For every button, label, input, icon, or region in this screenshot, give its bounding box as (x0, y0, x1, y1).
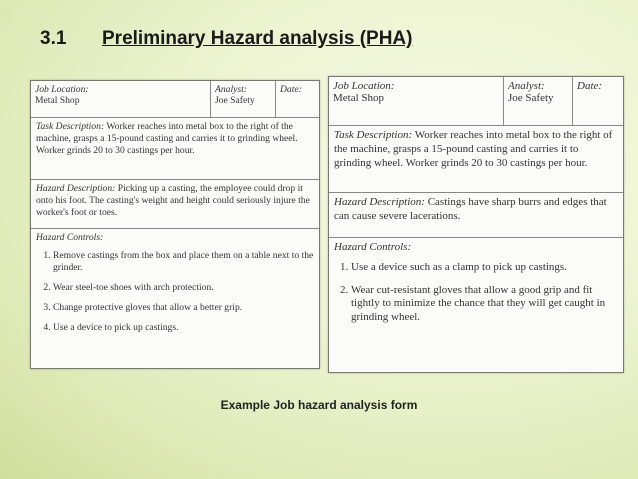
task-description-section (31, 118, 319, 180)
analyst-cell (504, 77, 573, 125)
date-cell (276, 81, 319, 117)
jha-form-left (30, 80, 320, 369)
controls-label: Hazard Controls: (36, 232, 104, 243)
hazard-text: Castings have sharp burrs and edges that can cause severe lacerations. (334, 196, 607, 222)
hazard-controls-section (329, 238, 623, 337)
control-item: 1. Use a device such as a clamp to pick up castings. (351, 261, 618, 275)
job-location-value: Metal Shop (333, 92, 385, 104)
analyst-label: Analyst: (508, 80, 545, 92)
job-location-value: Metal Shop (35, 95, 80, 106)
task-label: Task Description: (334, 129, 413, 141)
hazard-description-section (329, 193, 623, 238)
hazard-label: Hazard Description: (334, 196, 425, 208)
analyst-value: Joe Safety (215, 95, 255, 106)
jha-form-right (328, 76, 624, 373)
job-location-cell (31, 81, 211, 117)
job-location-label: Job Location: (35, 84, 89, 95)
hazard-label: Hazard Description: (36, 183, 116, 194)
date-label: Date: (280, 84, 302, 95)
control-item: 2. Wear steel-toe shoes with arch protection. (53, 282, 314, 294)
task-label: Task Description: (36, 121, 105, 132)
control-item: 4. Use a device to pick up castings. (53, 322, 314, 334)
hazard-text: Picking up a casting, the employee could drop it onto his foot. The casting's weight and height could seriously injure the worker's foot or toes. (36, 183, 310, 218)
task-text: Worker reaches into metal box to the right of the machine, grasps a 15-pound casting and carries it to grinding wheel. Worker grinds 20 to 30 castings per hour. (334, 129, 613, 169)
analyst-label: Analyst: (215, 84, 247, 95)
section-title: Preliminary Hazard analysis (PHA) (102, 28, 413, 49)
form-header (31, 81, 319, 118)
date-label: Date: (577, 80, 603, 92)
controls-list (334, 261, 618, 325)
analyst-value: Joe Safety (508, 92, 554, 104)
section-number: 3.1 (40, 28, 67, 49)
control-item: 2. Wear cut-resistant gloves that allow a good grip and fit tightly to minimize the chance that they will get caught in grinding wheel. (351, 284, 618, 325)
job-location-label: Job Location: (333, 80, 395, 92)
task-description-section (329, 126, 623, 193)
slide-title (40, 28, 412, 50)
task-text: Worker reaches into metal box to the right of the machine, grasps a 15-pound casting and carries it to grinding wheel. Worker grinds 20 to 30 castings per hour. (36, 121, 298, 156)
form-header (329, 77, 623, 126)
control-item: 3. Change protective gloves that allow a better grip. (53, 302, 314, 314)
job-location-cell (329, 77, 504, 125)
controls-label: Hazard Controls: (334, 241, 412, 253)
figure-caption: Example Job hazard analysis form (220, 398, 418, 412)
analyst-cell (211, 81, 276, 117)
hazard-controls-section (31, 229, 319, 345)
controls-list (36, 250, 314, 334)
control-item: 1. Remove castings from the box and place them on a table next to the grinder. (53, 250, 314, 274)
hazard-description-section (31, 180, 319, 229)
date-cell (573, 77, 623, 125)
